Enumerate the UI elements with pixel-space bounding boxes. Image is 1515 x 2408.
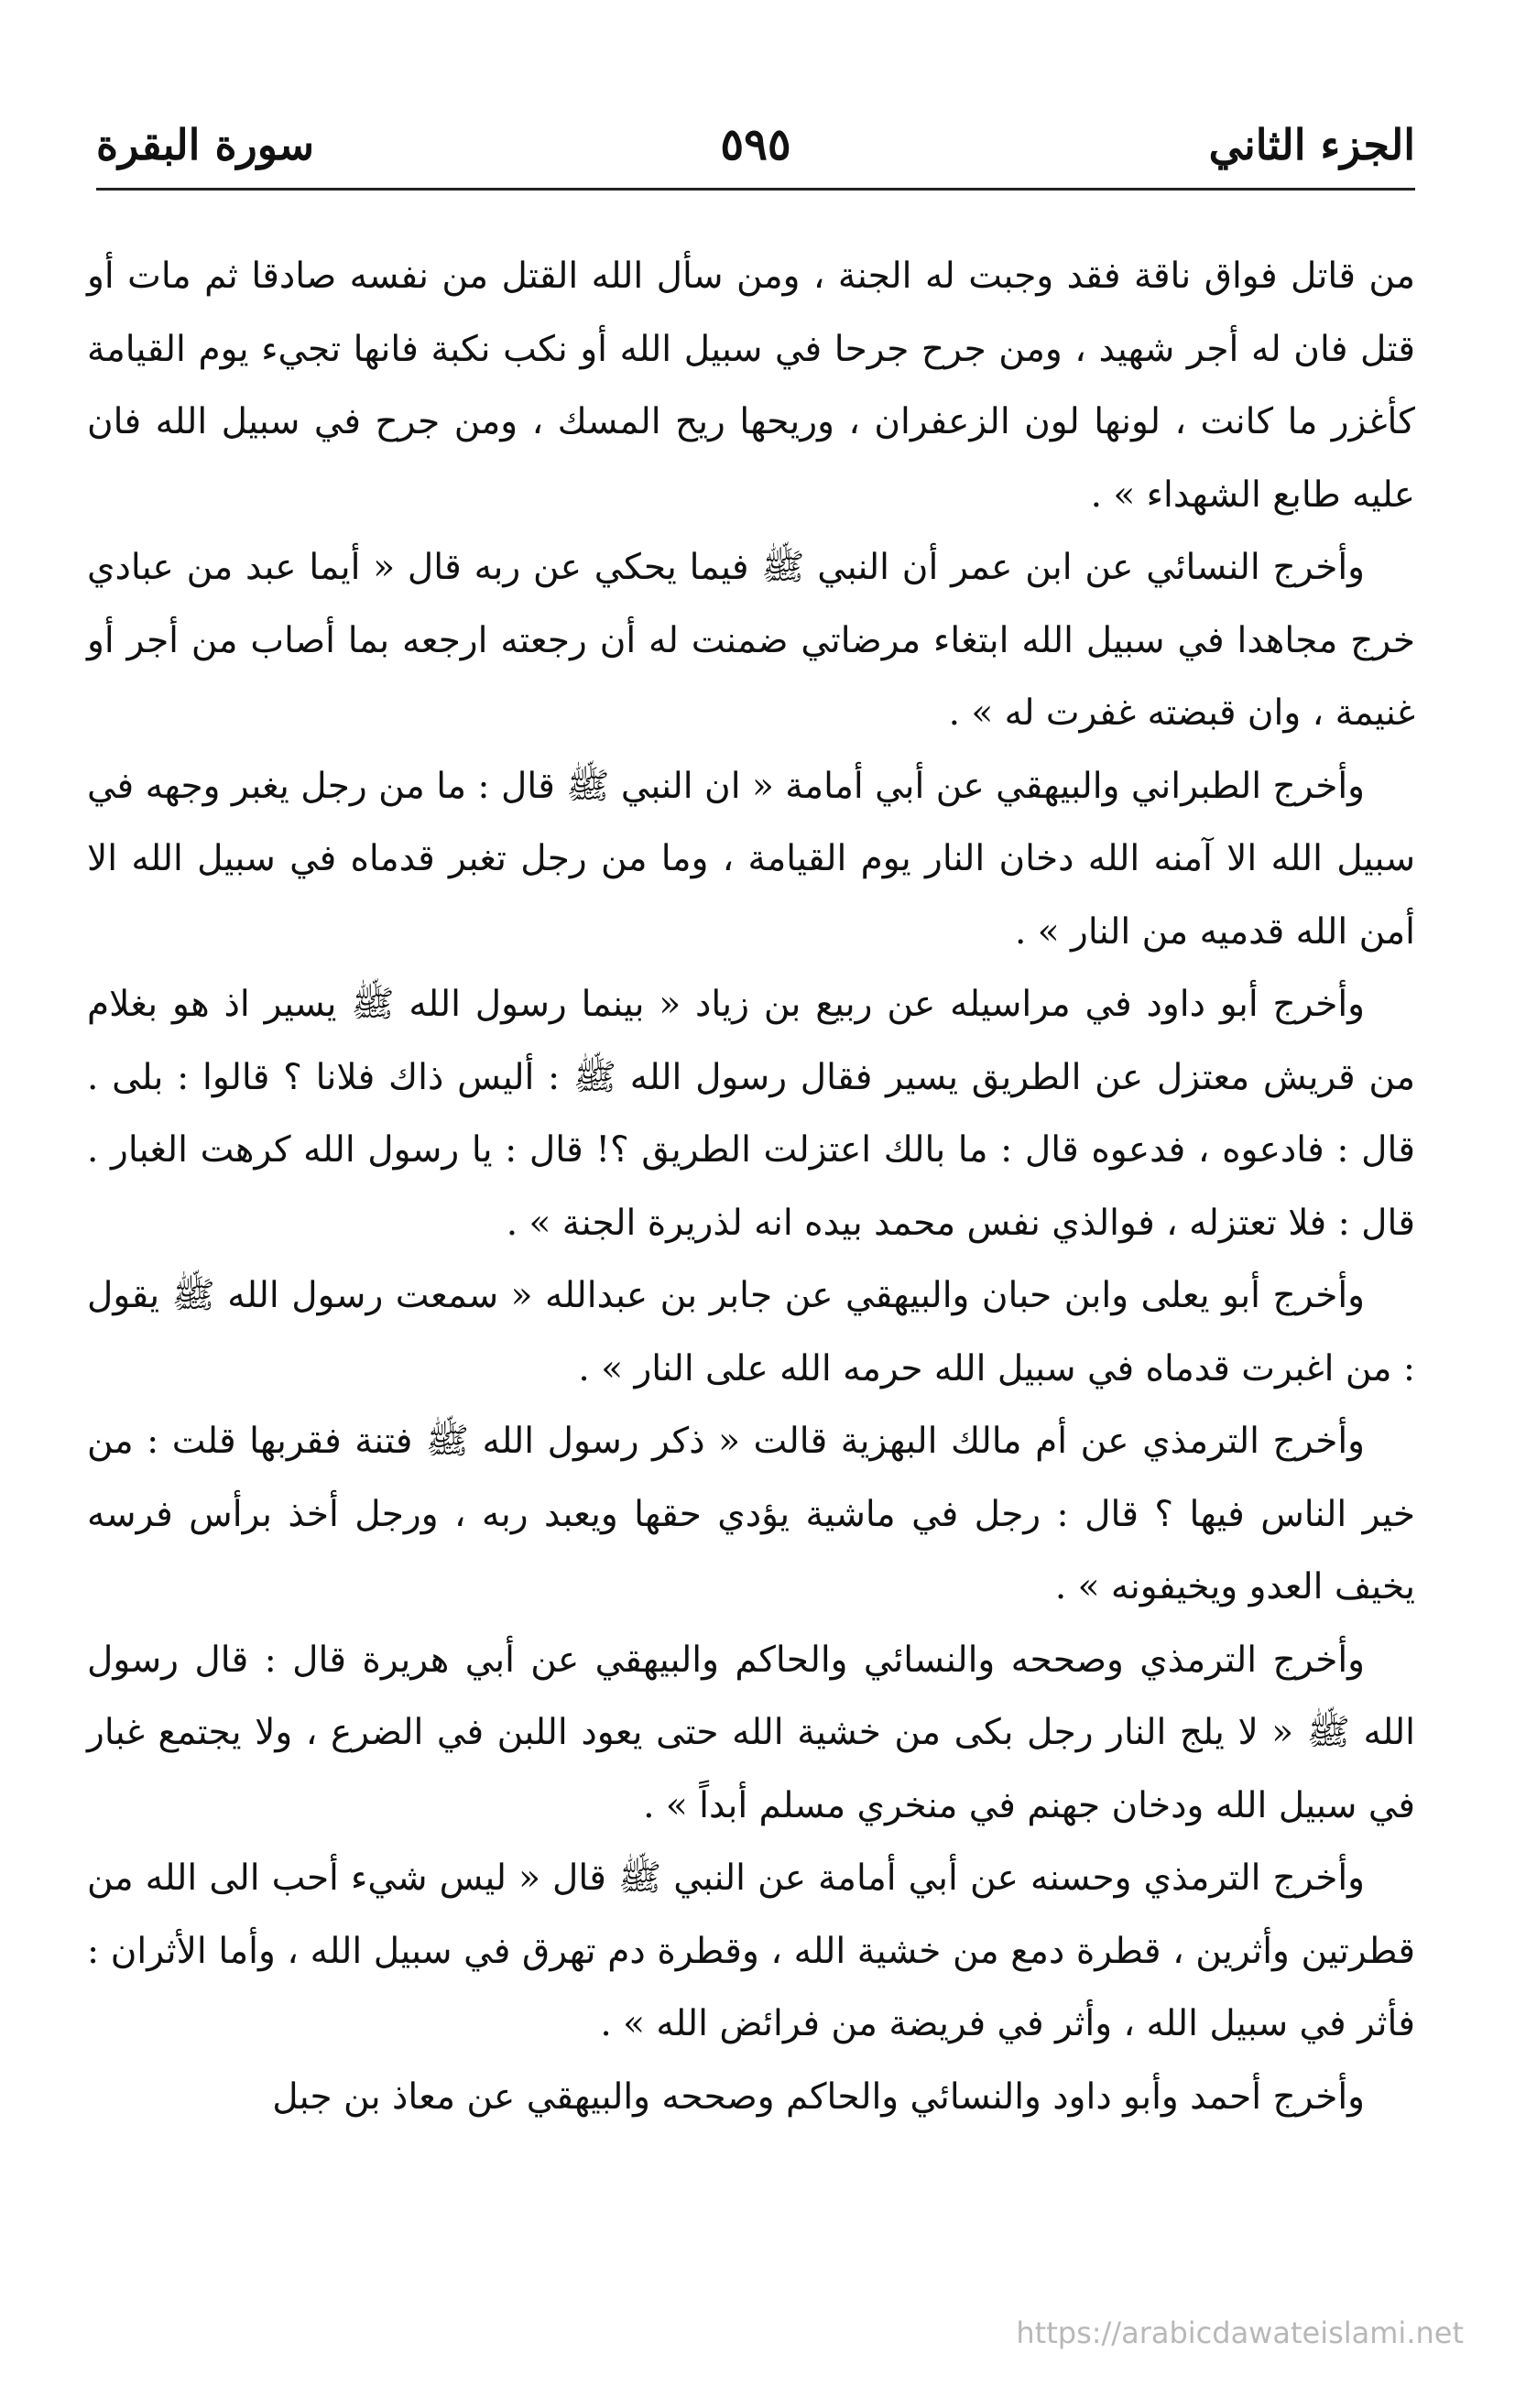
paragraph: وأخرج الترمذي عن أم مالك البهزية قالت « ذكر رسول الله ﷺ فتنة فقربها قلت : من خير الناس فيها ؟ قال : رجل في ماشية يؤدي حقها ويعبد ربه ، ورجل أخذ برأس فرسه يخيف العدو ويخيفونه » . [87,1421,1415,1607]
surah-label: سورة البقرة [96,120,315,169]
header-divider [96,188,1415,191]
paragraph: وأخرج النسائي عن ابن عمر أن النبي ﷺ فيما يحكي عن ربه قال « أيما عبد من عبادي خرج مجاهدا في سبيل الله ابتغاء مرضاتي ضمنت له أن رجعته ارجعه بما أصاب من أجر أو غنيمة ، وان قبضته غفرت له » . [87,547,1415,734]
page-number: ٥٩٥ [720,119,791,170]
page-body [87,240,1415,2133]
paragraph: وأخرج الترمذي وصححه والنسائي والحاكم والبيهقي عن أبي هريرة قال : قال رسول الله ﷺ « لا يلج النار رجل بكى من خشية الله حتى يعود اللبن في الضرع ، ولا يجتمع غبار في سبيل الله ودخان جهنم في منخري مسلم أبداً » . [87,1639,1415,1826]
paragraph: من قاتل فواق ناقة فقد وجبت له الجنة ، ومن سأل الله القتل من نفسه صادقا ثم مات أو قتل فان له أجر شهيد ، ومن جرح جرحا في سبيل الله أو نكب نكبة فانها تجيء يوم القيامة كأغزر ما كانت ، لونها لون الزعفران ، وريحها ريح المسك ، ومن جرح في سبيل الله فان عليه طابع الشهداء » . [87,256,1415,516]
paragraph: وأخرج أحمد وأبو داود والنسائي والحاكم وصححه والبيهقي عن معاذ بن جبل [272,2076,1365,2118]
page-header [96,108,1415,181]
paragraph: وأخرج أبو يعلى وابن حبان والبيهقي عن جابر بن عبدالله « سمعت رسول الله ﷺ يقول : من اغبرت قدماه في سبيل الله حرمه الله على النار » . [87,1275,1415,1389]
paragraph: وأخرج أبو داود في مراسيله عن ربيع بن زياد « بينما رسول الله ﷺ يسير اذ هو بغلام من قريش معتزل عن الطريق يسير فقال رسول الله ﷺ : أليس ذاك فلانا ؟ قالوا : بلى . قال : فادعوه ، فدعوه قال : ما بالك اعتزلت الطريق ؟! قال : يا رسول الله كرهت الغبار . قال : فلا تعتزله ، فوالذي نفس محمد بيده انه لذريرة الجنة » . [87,984,1415,1244]
part-label: الجزء الثاني [1208,120,1415,169]
paragraph: وأخرج الطبراني والبيهقي عن أبي أمامة « ان النبي ﷺ قال : ما من رجل يغبر وجهه في سبيل الله الا آمنه الله دخان النار يوم القيامة ، وما من رجل تغبر قدماه في سبيل الله الا أمن الله قدميه من النار » . [87,765,1415,953]
watermark-url: https://arabicdawateislami.net [1016,2315,1464,2350]
paragraph: وأخرج الترمذي وحسنه عن أبي أمامة عن النبي ﷺ قال « ليس شيء أحب الى الله من قطرتين وأثرين ، قطرة دمع من خشية الله ، وقطرة دم تهرق في سبيل الله ، وأما الأثران : فأثر في سبيل الله ، وأثر في فريضة من فرائض الله » . [87,1858,1415,2044]
